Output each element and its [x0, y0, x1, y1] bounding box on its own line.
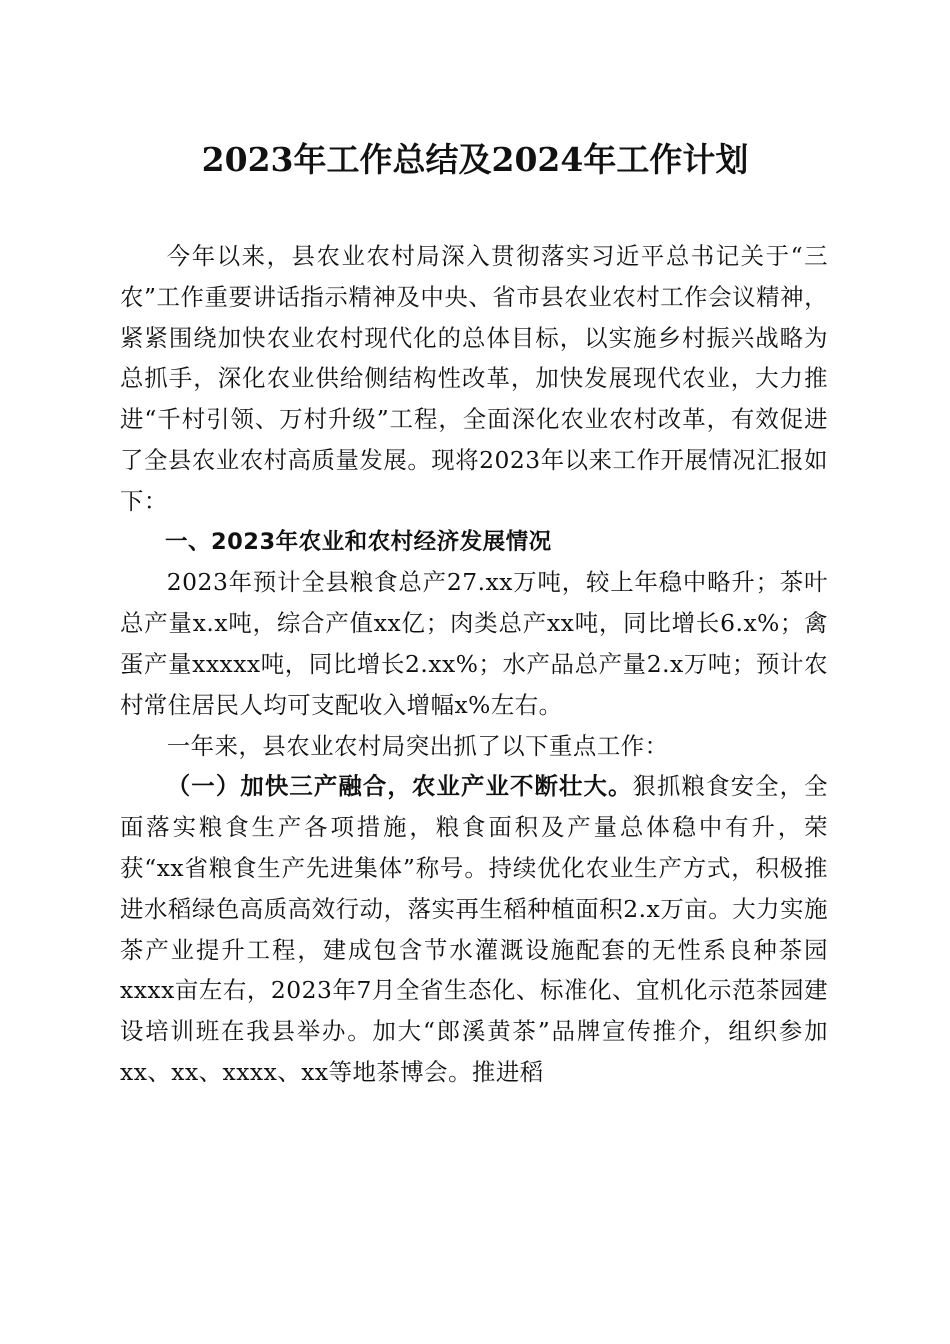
document-body — [120, 236, 828, 1093]
item1-body: 狠抓粮食安全，全面落实粮食生产各项措施，粮食面积及产量总体稳中有升，荣获“xx省粮食生产先进集体”称号。持续优化农业生产方式，积极推进水稻绿色高质高效行动，落实再生稻种植面积2.x万亩。大力实施茶产业提升工程，建成包含节水灌溉设施配套的无性系良种茶园xxxx亩左右，2023年7月全省生态化、标准化、宜机化示范茶园建设培训班在我县举办。加大“郎溪黄茶”品牌宣传推介，组织参加xx、xx、xxxx、xx等地茶博会。推进稻 — [120, 772, 829, 1086]
work-intro-paragraph: 一年来，县农业农村局突出抓了以下重点工作： — [166, 731, 669, 760]
document-title: 2023年工作总结及2024年工作计划 — [201, 140, 749, 179]
stats-paragraph: 2023年预计全县粮食总产27.xx万吨，较上年稳中略升；茶叶总产量x.x吨，综合产值xx亿；肉类总产xx吨，同比增长6.x%；禽蛋产量xxxxx吨，同比增长2.xx%；水产品总产量2.x万吨；预计农村常住居民人均可支配收入增幅x%左右。 — [120, 568, 828, 719]
item1-paragraph — [120, 766, 828, 1092]
section-heading: 一、2023年农业和农村经济发展情况 — [165, 528, 552, 555]
item1-lead: （一）加快三产融合，农业产业不断壮大。 — [166, 772, 633, 801]
intro-paragraph: 今年以来，县农业农村局深入贯彻落实习近平总书记关于“三农”工作重要讲话指示精神及中央、省市县农业农村工作会议精神，紧紧围绕加快农业农村现代化的总体目标，以实施乡村振兴战略为总抓手，深化农业供给侧结构性改革，加快发展现代农业，大力推进“千村引领、万村升级”工程，全面深化农业农村改革，有效促进了全县农业农村高质量发展。现将2023年以来工作开展情况汇报如下： — [120, 242, 828, 515]
